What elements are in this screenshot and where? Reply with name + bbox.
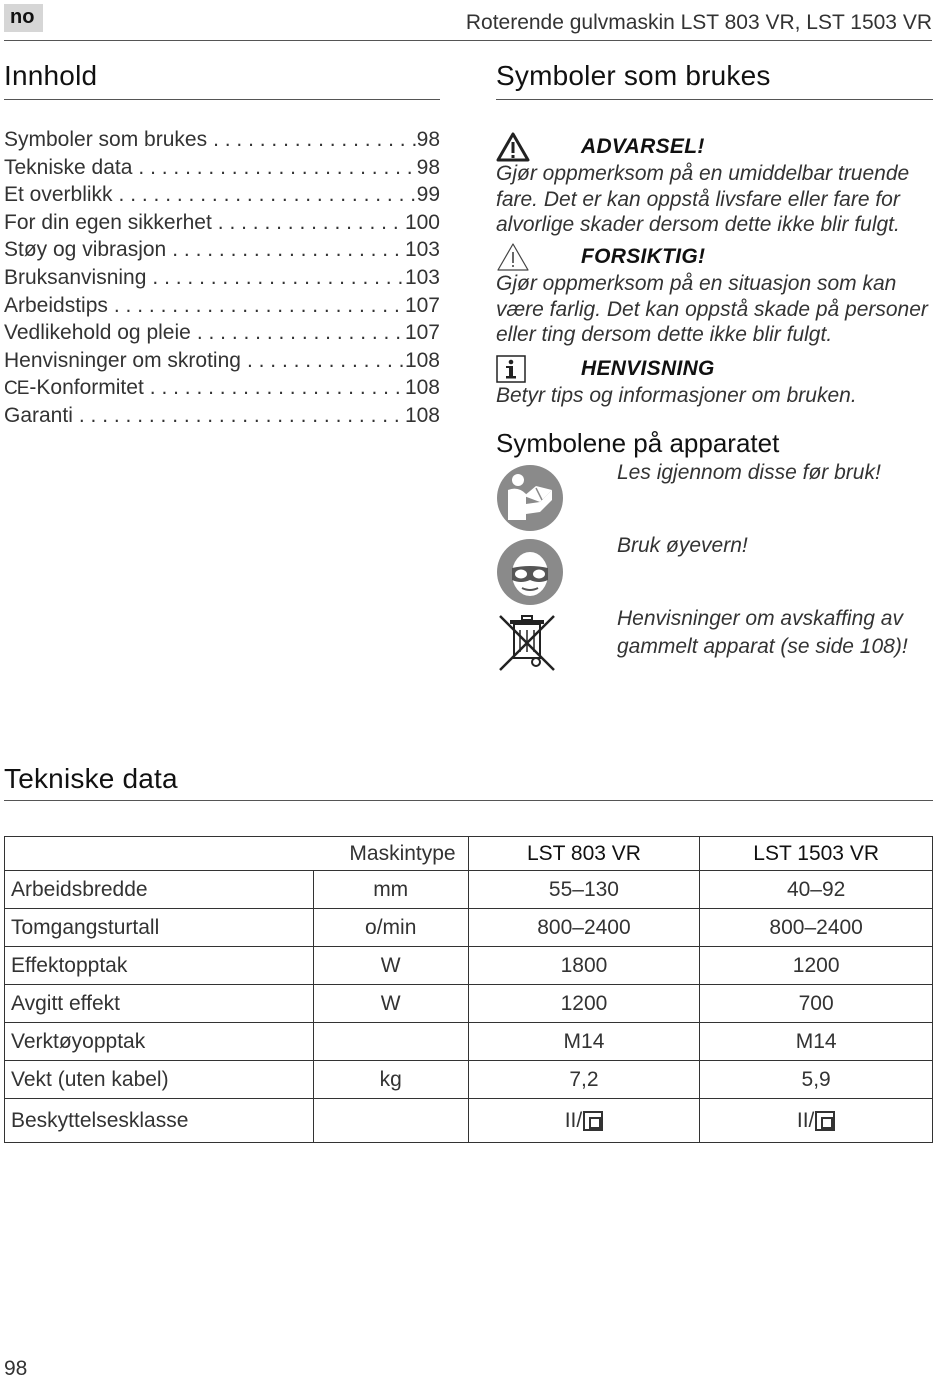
toc-rule	[4, 99, 440, 100]
toc-item[interactable]: Støy og vibrasjon . . . 103	[4, 238, 440, 266]
eye-protection-icon	[496, 538, 564, 611]
document-title: Roterende gulvmaskin LST 803 VR, LST 1503 VR	[465, 11, 932, 34]
tech-rule	[4, 800, 933, 801]
table-row: Tomgangsturtall o/min 800–2400 800–2400	[5, 909, 933, 947]
toc-item[interactable]: Et overblikk . . . 99	[4, 183, 440, 211]
double-insulation-icon	[583, 1111, 603, 1131]
toc-item[interactable]: Henvisninger om skroting . . . 108	[4, 349, 440, 377]
disposal-text: Henvisninger om avskaffing av gammelt apparat (se side 108)!	[617, 607, 908, 658]
double-insulation-icon	[815, 1111, 835, 1131]
read-manual-icon	[496, 464, 564, 537]
tech-title: Tekniske data	[4, 763, 178, 794]
ce-mark-icon: CE	[4, 378, 29, 400]
toc-item[interactable]: For din egen sikkerhet . . . 100	[4, 211, 440, 239]
note-label: HENVISNING	[581, 357, 715, 380]
disposal-bin-icon	[496, 612, 558, 679]
toc-item[interactable]: Tekniske data . . . 98	[4, 156, 440, 184]
table-row: Vekt (uten kabel) kg 7,2 5,9	[5, 1061, 933, 1099]
toc-item[interactable]: Bruksanvisning . . . 103	[4, 266, 440, 294]
toc-item[interactable]: CE-Konformitet . . . 108	[4, 376, 440, 404]
table-row: Beskyttelsesklasse II/ II/	[5, 1099, 933, 1143]
page-number: 98	[4, 1357, 28, 1380]
caution-label: FORSIKTIG!	[581, 245, 706, 268]
warning-text: Gjør oppmerksom på en umiddelbar truende fare. Det er kan oppstå livsfare eller fare for alvorlige skader dersom dette ikke blir fulgt.	[496, 162, 910, 236]
note-text: Betyr tips og informasjoner om bruken.	[496, 384, 857, 407]
symbols-rule	[496, 99, 933, 100]
toc-item[interactable]: Vedlikehold og pleie . . . 107	[4, 321, 440, 349]
eye-protection-text: Bruk øyevern!	[617, 534, 748, 557]
table-row: Arbeidsbredde mm 55–130 40–92	[5, 871, 933, 909]
caution-triangle-icon	[496, 243, 532, 271]
machine-type-label: Maskintype	[5, 837, 469, 871]
warning-triangle-icon	[496, 133, 532, 161]
symbols-title: Symboler som brukes	[496, 60, 771, 91]
info-icon	[496, 355, 532, 383]
toc-item[interactable]: Garanti . . . 108	[4, 404, 440, 432]
table-header-row	[5, 837, 933, 871]
table-row: Effektopptak W 1800 1200	[5, 947, 933, 985]
toc-title: Innhold	[4, 60, 98, 91]
warning-label: ADVARSEL!	[581, 135, 705, 158]
language-badge: no	[4, 4, 43, 32]
toc-item[interactable]: Symboler som brukes . . . 98	[4, 128, 440, 156]
toc-item[interactable]: Arbeidstips . . . 107	[4, 294, 440, 322]
appliance-symbols-title: Symbolene på apparatet	[496, 428, 780, 458]
caution-block	[496, 243, 936, 348]
warning-block	[496, 133, 936, 238]
table-row: Verktøyopptak M14 M14	[5, 1023, 933, 1061]
model-lst803: LST 803 VR	[468, 837, 700, 871]
model-lst1503: LST 1503 VR	[700, 837, 933, 871]
caution-text: Gjør oppmerksom på en situasjon som kan være farlig. Det kan oppstå skade på personer eller ting dersom dette ikke blir fulgt.	[496, 272, 928, 346]
tech-table	[4, 836, 933, 1143]
read-manual-text: Les igjennom disse før bruk!	[617, 461, 881, 484]
table-of-contents	[4, 128, 440, 432]
table-row: Avgitt effekt W 1200 700	[5, 985, 933, 1023]
header-rule	[4, 40, 932, 41]
note-block	[496, 355, 936, 409]
